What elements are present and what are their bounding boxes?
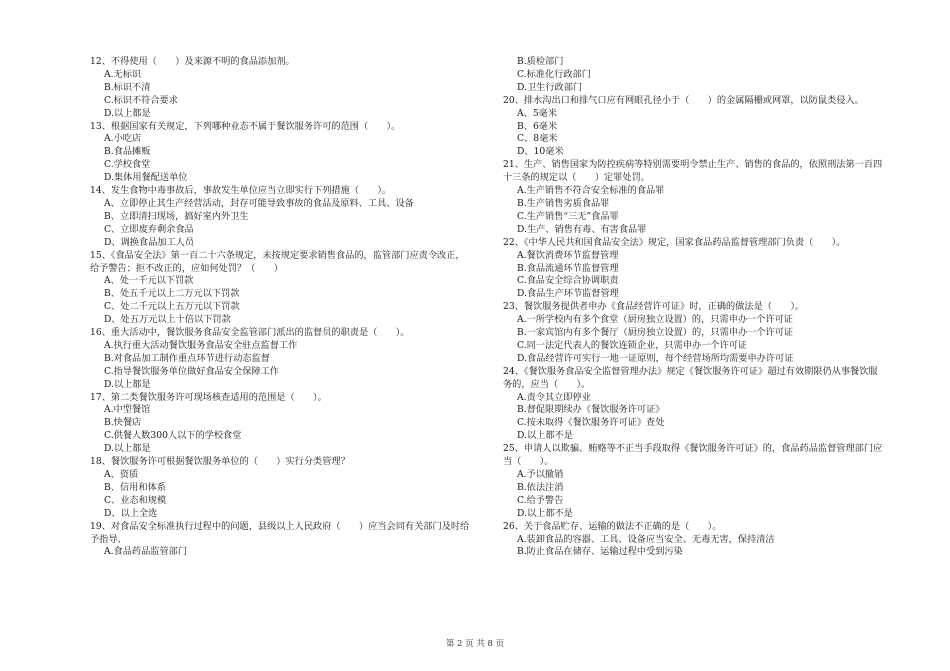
answer-option: B.生产销售劣质食品罪 — [517, 197, 610, 209]
answer-option: A.装卸食品的容器、工具、设备应当安全、无毒无害，保持清洁 — [517, 533, 775, 545]
answer-option: D、以上全选 — [104, 507, 158, 519]
answer-option: D.生产、销售有毒、有害食品罪 — [517, 223, 647, 235]
answer-option: C、立即废弃剩余食品 — [104, 223, 194, 235]
answer-option: D.食品经营许可实行一地一证原则，每个经营场所均需要申办许可证 — [517, 352, 794, 364]
answer-option: A.执行重大活动餐饮服务食品安全驻点监督工作 — [104, 339, 298, 351]
question-text: 给予警告；拒不改正的，应如何处罚？（ ） — [90, 262, 283, 274]
answer-option: B.依法注消 — [517, 481, 564, 493]
question-text: 21、生产、销售国家为防控疾病等特别需要明令禁止生产、销售的食品的，依照刑法第一百四 — [503, 159, 883, 171]
answer-option: B、6毫米 — [517, 120, 558, 132]
answer-option: C、处二千元以上五万元以下罚款 — [104, 301, 240, 313]
answer-option: C.指导餐饮服务单位做好食品安全保障工作 — [104, 365, 279, 377]
answer-option: B、处五千元以上二万元以下罚款 — [104, 288, 240, 300]
answer-option: B.一家宾馆内有多个餐厅（厨房独立设置）的，只需申办一个许可证 — [517, 327, 794, 339]
answer-option: D、10毫米 — [517, 146, 564, 158]
answer-option: D.集体用餐配送单位 — [104, 172, 188, 184]
answer-option: B.食品流通环节监督管理 — [517, 262, 619, 274]
question-text: 19、对食品安全标准执行过程中的问题，县级以上人民政府（ ）应当会同有关部门及时给 — [90, 520, 470, 532]
question-text: 16、重大活动中，餐饮服务食品安全监管部门派出的监督员的职责是（ ）。 — [90, 327, 410, 339]
answer-option: B、立即清扫现场，搞好室内外卫生 — [104, 210, 249, 222]
answer-option: D.卫生行政部门 — [517, 81, 583, 93]
answer-option: C.标准化行政部门 — [517, 68, 591, 80]
answer-option: B.标识不清 — [104, 81, 151, 93]
question-text: 17、第二类餐饮服务许可现场核查适用的范围是（ ）。 — [90, 391, 327, 403]
answer-option: C.标识不符合要求 — [104, 94, 178, 106]
answer-option: B.快餐店 — [104, 417, 142, 429]
left-column — [90, 56, 490, 559]
answer-option: A.中型餐馆 — [104, 404, 151, 416]
question-text: 24、《餐饮服务食品安全监督管理办法》规定《餐饮服务许可证》超过有效期限仍从事餐饮服 — [503, 365, 878, 377]
answer-option: C.按未取得《餐饮服务许可证》查处 — [517, 417, 665, 429]
page-footer: 第 2 页 共 8 页 — [445, 639, 505, 649]
answer-option: D.食品生产环节监督管理 — [517, 288, 619, 300]
question-text: 12、不得使用（ ）及来源不明的食品添加剂。 — [90, 56, 295, 67]
answer-option: C.给予警告 — [517, 494, 564, 506]
answer-option: D、处五万元以上十倍以下罚款 — [104, 314, 231, 326]
answer-option: C、8毫米 — [517, 133, 558, 145]
question-text: 23、餐饮服务提供者申办《食品经营许可证》时，正确的做法是（ ）。 — [503, 301, 805, 313]
answer-option: C.食品安全综合协调职责 — [517, 275, 619, 287]
question-text: 务的，应当（ ）。 — [503, 378, 591, 390]
question-text: 当（ ）。 — [503, 456, 554, 468]
answer-option: A、立即停止其生产经营活动，封存可能导致事故的食品及原料、工具、设备 — [104, 197, 414, 209]
answer-option: A、资质 — [104, 469, 139, 480]
answer-option: B、信用和体系 — [104, 481, 166, 493]
right-column — [503, 56, 903, 559]
answer-option: A、5毫米 — [517, 107, 558, 119]
question-text: 18、餐饮服务许可根据餐饮服务单位的（ ）实行分类管理？ — [90, 456, 350, 468]
question-text: 26、关于食品贮存、运输的做法不正确的是（ ）。 — [503, 520, 722, 532]
question-text: 十三条的规定以（ ）定罪处罚。 — [503, 172, 650, 184]
question-text: 20、排水沟出口和排气口应有网眼孔径小于（ ）的金属隔栅或网罩，以防鼠类侵入。 — [503, 94, 864, 106]
answer-option: C、业态和规模 — [104, 494, 167, 506]
answer-option: D.以上都不是 — [517, 507, 573, 519]
answer-option: D.以上都不是 — [517, 430, 573, 442]
answer-option: D.以上都是 — [104, 378, 151, 390]
answer-option: A.小吃店 — [104, 133, 142, 145]
answer-option: A.责令其立即停业 — [517, 391, 591, 403]
answer-option: A.生产销售不符合安全标准的食品罪 — [517, 185, 665, 197]
answer-option: D、调换食品加工人员 — [104, 236, 195, 248]
question-text: 15、《食品安全法》第一百二十六条规定，未按规定要求销售食品的，监管部门应责令改正， — [90, 249, 465, 261]
answer-option: B.质检部门 — [517, 56, 564, 67]
answer-option: B.督促限期续办《餐饮服务许可证》 — [517, 404, 665, 416]
question-text: 25、申请人以欺骗、贿赂等不正当手段取得《餐饮服务许可证》的，食品药品监督管理部门应 — [503, 443, 883, 455]
answer-option: A、处一千元以下罚款 — [104, 275, 194, 287]
answer-option: C.学校食堂 — [104, 159, 151, 171]
question-text: 14、发生食物中毒事故后，事故发生单位应当立即实行下列措施（ ）。 — [90, 185, 392, 197]
answer-option: C.同一法定代表人的餐饮连锁企业，只需申办一个许可证 — [517, 339, 748, 351]
answer-option: A.食品药品监管部门 — [104, 546, 188, 558]
answer-option: B.食品摊贩 — [104, 146, 151, 158]
answer-option: A.一所学校内有多个食堂（厨房独立设置）的，只需申办一个许可证 — [517, 314, 793, 326]
question-text: 予指导、 — [90, 533, 127, 545]
answer-option: C.生产销售“三无”食品罪 — [517, 210, 619, 222]
answer-option: A.餐饮消费环节监督管理 — [517, 249, 619, 261]
answer-option: A.无标识 — [104, 68, 142, 80]
answer-option: D.以上都是 — [104, 107, 151, 119]
answer-option: B.对食品加工制作重点环节进行动态监督 — [104, 352, 270, 364]
answer-option: C.供餐人数300人以下的学校食堂 — [104, 430, 242, 442]
answer-option: A.予以撤销 — [517, 469, 564, 480]
question-text: 13、根据国家有关规定，下列哪种业态不属于餐饮服务许可的范围（ ）。 — [90, 120, 401, 132]
answer-option: D.以上都是 — [104, 443, 151, 455]
answer-option: B.防止食品在储存、运输过程中受到污染 — [517, 546, 683, 558]
question-text: 22、《中华人民共和国食品安全法》规定，国家食品药品监督管理部门负责（ ）。 — [503, 236, 846, 248]
